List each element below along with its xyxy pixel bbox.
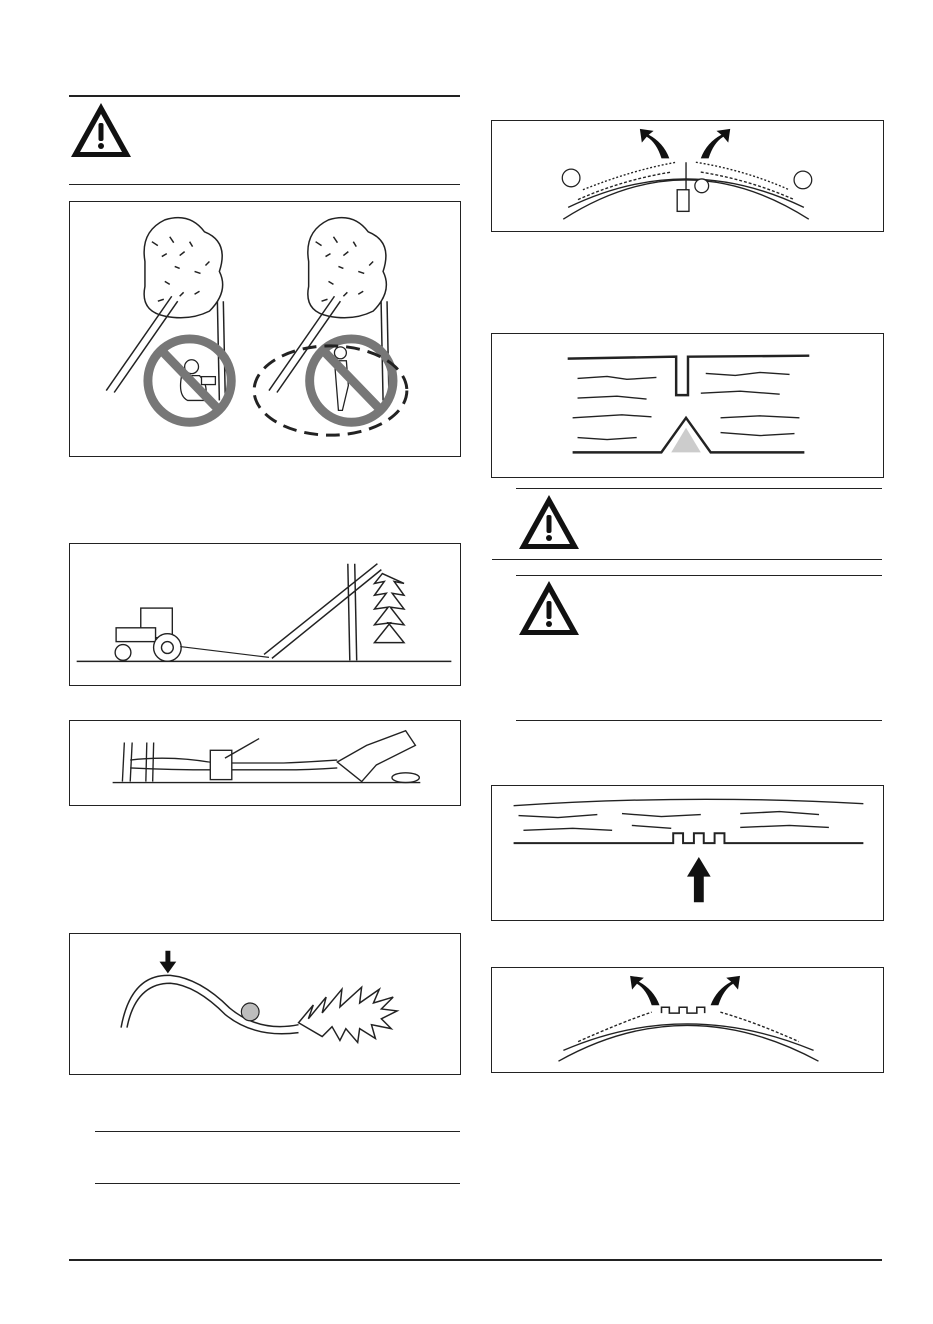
point-circle [794,171,812,189]
fig-no-work-under-hung-tree [69,201,461,457]
fig-relief-cuts [491,785,884,921]
fig-cut-notches [491,333,884,478]
warning-bottom-rule [69,184,460,185]
point-circle [695,179,709,193]
warning-top-rule [516,575,882,576]
warning-bottom-rule [492,559,882,560]
curved-arrow-icon [640,129,669,158]
pressure-point-ball [241,1003,259,1021]
warning-top-rule [516,488,882,489]
arrow-down-icon [160,951,177,974]
warning-top-rule [69,95,460,97]
fig-tension-arc-bottom [491,967,884,1073]
fig-bent-trunk [69,933,461,1075]
fig-tension-arc-top [491,120,884,232]
warning-triangle-icon [516,492,582,552]
warning-triangle-icon [68,100,134,160]
fig-hand-winch [69,720,461,806]
fig-tractor-winch [69,543,461,686]
lodged-tree-trunk [264,564,377,655]
point-circle [562,169,580,187]
winch-lever [225,739,259,759]
footer-rule [69,1259,882,1261]
prohibited-sign-icon [310,339,393,422]
winch-cable [180,647,269,658]
note-bottom-rule [95,1183,460,1184]
warning-triangle-icon [516,578,582,638]
curved-arrow-icon [701,129,730,158]
arrow-up-icon [687,857,711,902]
note-top-rule [95,1131,460,1132]
curved-arrow-icon [711,976,740,1005]
tractor-wheel-front [115,645,131,661]
warning-bottom-rule [516,720,882,721]
curved-arrow-icon [630,976,659,1005]
hand-winch-body [210,750,231,779]
